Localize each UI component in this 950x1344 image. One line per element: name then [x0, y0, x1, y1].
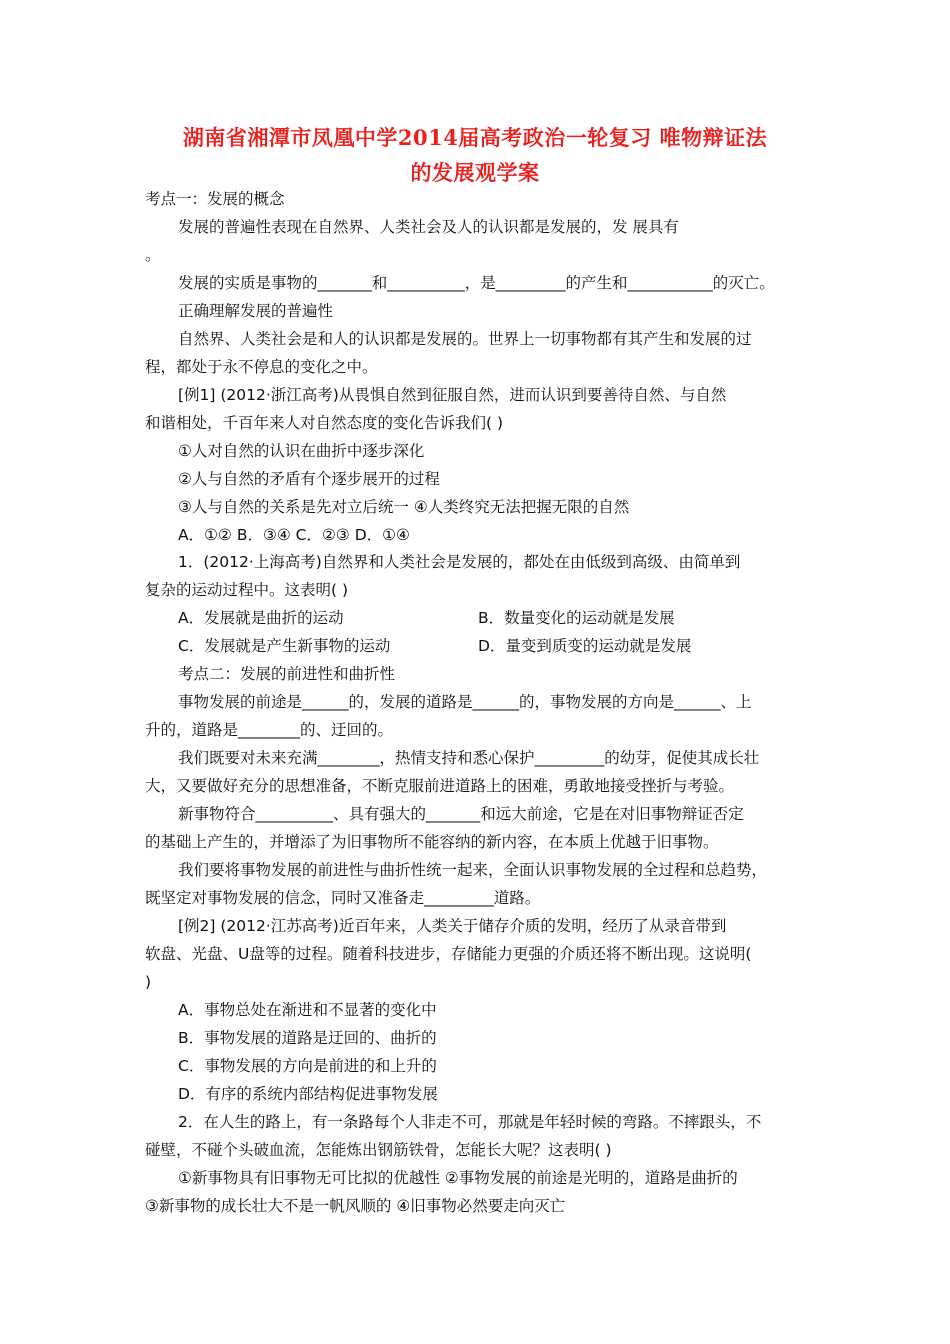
- fill-blank-line: 既坚定对事物发展的信念，同时又准备走_________道路。: [145, 889, 541, 907]
- paragraph-line: 发展的普遍性表现在自然界、人类社会及人的认识都是发展的，发 展具有: [178, 218, 679, 236]
- example-1-statement-2: ②人与自然的矛盾有个逐步展开的过程: [178, 470, 440, 488]
- question-1-option-d: D．量变到质变的运动就是发展: [478, 637, 692, 655]
- question-2: 2．在人生的路上，有一条路每个人非走不可，那就是年轻时候的弯路。不摔跟头，不: [178, 1113, 762, 1131]
- section-heading-1: 考点一：发展的概念: [145, 190, 285, 208]
- document-title-line-1: 湖南省湘潭市凤凰中学2014届高考政治一轮复习 唯物辩证法: [182, 125, 768, 150]
- section-heading-2: 考点二：发展的前进性和曲折性: [178, 665, 396, 683]
- example-1-question: 和谐相处，千百年来人对自然态度的变化告诉我们( ): [145, 414, 504, 432]
- example-2-question: [例2] (2012·江苏高考)近百年来，人类关于储存介质的发明，经历了从录音带到: [178, 917, 727, 935]
- example-1-statement-3-4: ③人与自然的关系是先对立后统一 ④人类终究无法把握无限的自然: [178, 498, 630, 516]
- question-2: 碰壁，不碰个头破血流，怎能炼出钢筋铁骨，怎能长大呢？这表明( ): [145, 1141, 612, 1159]
- example-1-statement-1: ①人对自然的认识在曲折中逐步深化: [178, 442, 425, 460]
- fill-blank-line: 升的，道路是________的、迂回的。: [145, 721, 394, 739]
- question-2-statements: ①新事物具有旧事物无可比拟的优越性 ②事物发展的前途是光明的，道路是曲折的: [178, 1169, 738, 1187]
- example-2-question: ): [145, 973, 152, 991]
- document-title-line-2: 的发展观学案: [410, 160, 540, 185]
- paragraph-line: 正确理解发展的普遍性: [178, 302, 334, 320]
- paragraph-line: 的基础上产生的，并增添了为旧事物所不能容纳的新内容，在本质上优越于旧事物。: [145, 833, 719, 851]
- example-2-question: 软盘、光盘、U盘等的过程。随着科技进步，存储能力更强的介质还将不断出现。这说明(: [145, 945, 752, 963]
- paragraph-line: 大，又要做好充分的思想准备，不断克服前进道路上的困难，勇敢地接受挫折与考验。: [145, 777, 735, 795]
- fill-blank-line: 我们既要对未来充满________，热情支持和悉心保护_________的幼芽，促使其成长壮: [178, 749, 760, 767]
- example-2-option-c: C．事物发展的方向是前进的和上升的: [178, 1057, 437, 1075]
- question-1: 1．(2012·上海高考)自然界和人类社会是发展的，都处在由低级到高级、由简单到: [178, 553, 741, 571]
- paragraph-line: 。: [145, 246, 161, 264]
- example-2-option-a: A．事物总处在渐进和不显著的变化中: [178, 1001, 437, 1019]
- example-2-option-b: B．事物发展的道路是迂回的、曲折的: [178, 1029, 437, 1047]
- paragraph-line: 我们要将事物发展的前进性与曲折性统一起来，全面认识事物发展的全过程和总趋势，: [178, 861, 768, 879]
- paragraph-line: 自然界、人类社会是和人的认识都是发展的。世界上一切事物都有其产生和发展的过: [178, 330, 752, 348]
- example-2-option-d: D．有序的系统内部结构促进事物发展: [178, 1085, 438, 1103]
- example-1-question: [例1] (2012·浙江高考)从畏惧自然到征服自然，进而认识到要善待自然、与自然: [178, 386, 727, 404]
- fill-blank-line: 发展的实质是事物的_______和__________，是_________的产生和___________的灭亡。: [178, 274, 775, 292]
- question-1: 复杂的运动过程中。这表明( ): [145, 581, 349, 599]
- question-1-option-a: A．发展就是曲折的运动: [178, 609, 344, 627]
- question-1-option-c: C．发展就是产生新事物的运动: [178, 637, 391, 655]
- example-1-options: A．①② B．③④ C．②③ D．①④: [178, 526, 410, 544]
- paragraph-line: 程，都处于永不停息的变化之中。: [145, 358, 378, 376]
- fill-blank-line: 事物发展的前途是______的，发展的道路是______的，事物发展的方向是______、上: [178, 693, 752, 711]
- question-2-statements: ③新事物的成长壮大不是一帆风顺的 ④旧事物必然要走向灭亡: [145, 1197, 566, 1215]
- fill-blank-line: 新事物符合__________、具有强大的_______和远大前途，它是在对旧事物辩证否定: [178, 805, 744, 823]
- question-1-option-b: B．数量变化的运动就是发展: [478, 609, 675, 627]
